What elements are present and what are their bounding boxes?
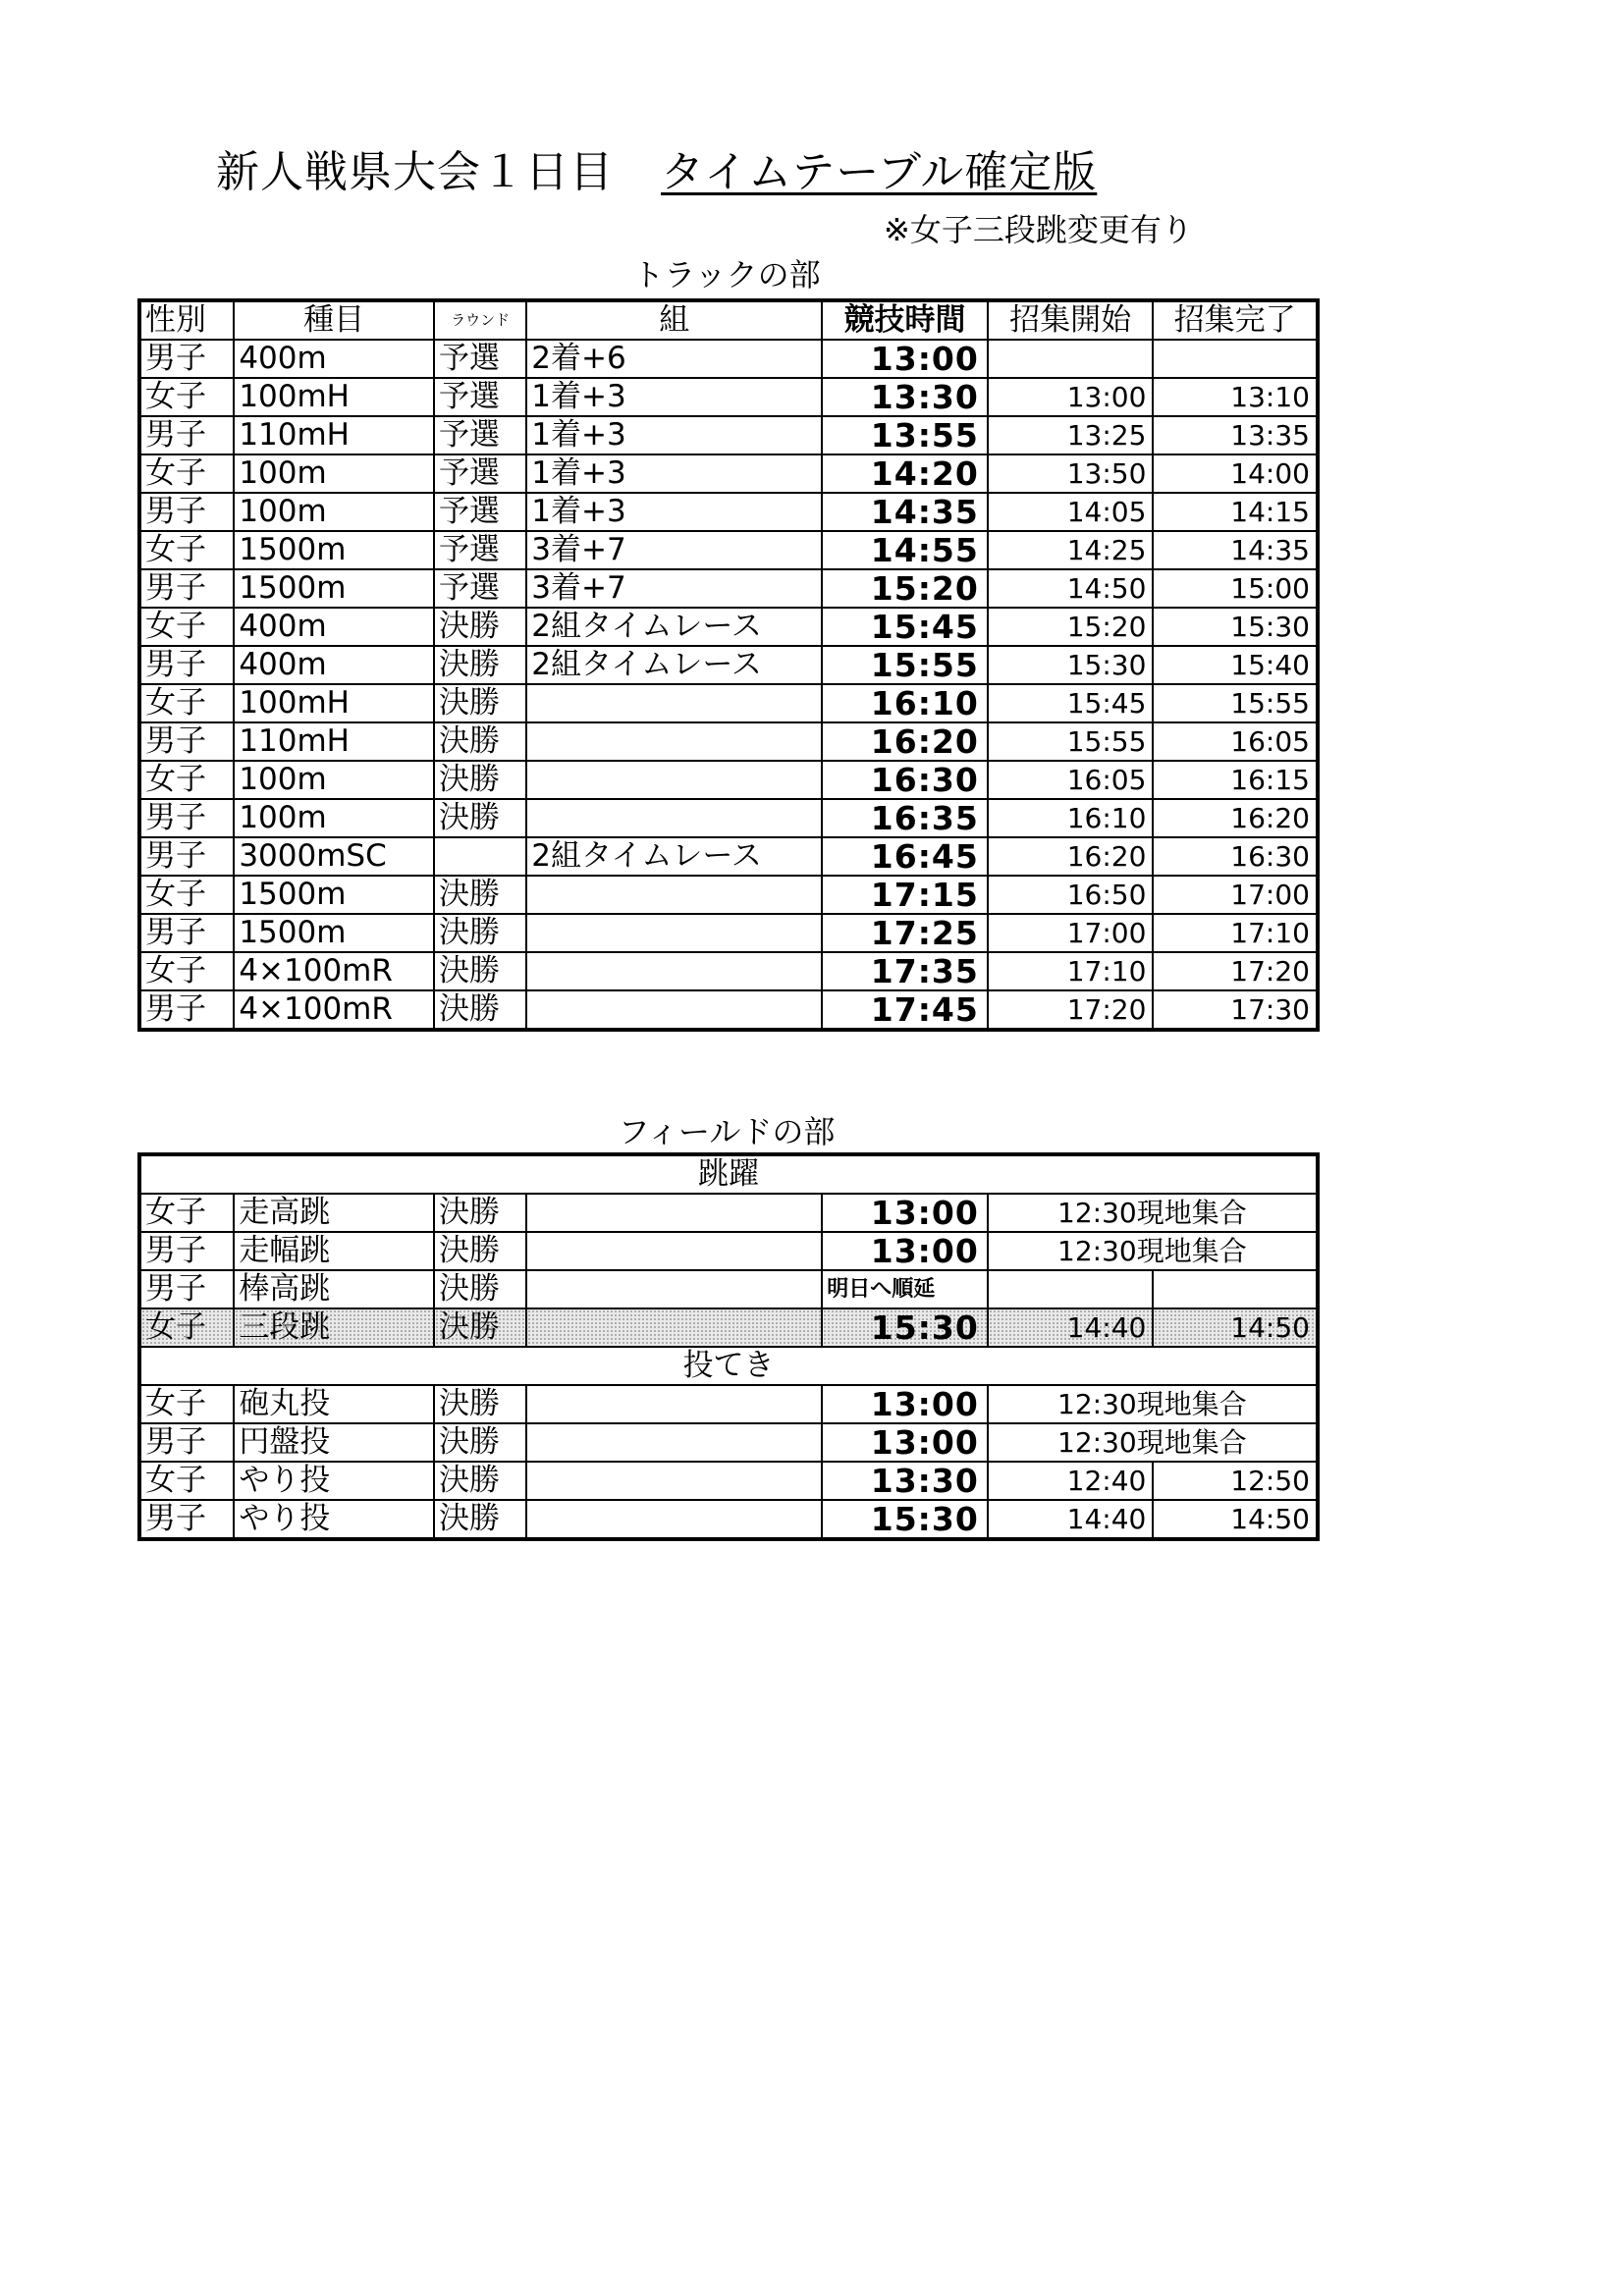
round-cell: 決勝: [434, 799, 526, 837]
gender-cell: 男子: [139, 990, 234, 1030]
round-cell: 決勝: [434, 1232, 526, 1270]
table-row: [139, 1462, 1318, 1500]
field-heading: フィールドの部: [618, 1113, 836, 1150]
throws-group: [139, 1347, 1318, 1385]
event-cell: 円盤投: [234, 1423, 434, 1462]
round-cell: 決勝: [434, 646, 526, 684]
call-end-cell: 13:10: [1153, 378, 1318, 416]
assembly-cell: 12:30現地集合: [988, 1423, 1318, 1462]
gender-cell: 女子: [139, 1308, 234, 1347]
call-start-cell: 14:50: [988, 569, 1154, 608]
call-start-cell: 16:50: [988, 876, 1154, 914]
field-table: [137, 1152, 1320, 1541]
group-cell: [526, 952, 822, 990]
header-call-start: 招集開始: [988, 300, 1154, 340]
track-body: [139, 340, 1318, 1030]
round-cell: 決勝: [434, 876, 526, 914]
group-cell: 1着+3: [526, 493, 822, 531]
header-time: 競技時間: [822, 300, 988, 340]
time-cell: 13:55: [822, 416, 988, 454]
time-cell: 14:35: [822, 493, 988, 531]
table-row: [139, 722, 1318, 761]
gender-cell: 男子: [139, 837, 234, 876]
gender-cell: 男子: [139, 340, 234, 378]
round-cell: 予選: [434, 531, 526, 569]
track-header-row: [139, 300, 1318, 340]
table-row: [139, 876, 1318, 914]
event-cell: 走高跳: [234, 1194, 434, 1232]
call-start-cell: 15:30: [988, 646, 1154, 684]
event-cell: やり投: [234, 1500, 434, 1539]
call-end-cell: 15:00: [1153, 569, 1318, 608]
call-start-cell: 16:20: [988, 837, 1154, 876]
group-cell: 2着+6: [526, 340, 822, 378]
gender-cell: 男子: [139, 493, 234, 531]
round-cell: 決勝: [434, 608, 526, 646]
table-row: [139, 454, 1318, 493]
table-row: [139, 914, 1318, 952]
header-round: ラウンド: [434, 300, 526, 340]
call-end-cell: 14:00: [1153, 454, 1318, 493]
gender-cell: 女子: [139, 876, 234, 914]
gender-cell: 男子: [139, 416, 234, 454]
call-end-cell: 17:20: [1153, 952, 1318, 990]
round-cell: 決勝: [434, 1500, 526, 1539]
table-row: [139, 531, 1318, 569]
call-start-cell: [988, 1270, 1154, 1308]
time-note-cell: 明日へ順延: [822, 1270, 988, 1308]
round-cell: 予選: [434, 378, 526, 416]
round-cell: 決勝: [434, 952, 526, 990]
table-row: [139, 1270, 1318, 1308]
round-cell: 決勝: [434, 1194, 526, 1232]
group-cell: [526, 1423, 822, 1462]
table-row: [139, 340, 1318, 378]
time-cell: 17:35: [822, 952, 988, 990]
time-cell: 14:20: [822, 454, 988, 493]
gender-cell: 女子: [139, 1385, 234, 1423]
table-row: [139, 416, 1318, 454]
time-cell: 13:00: [822, 1423, 988, 1462]
group-cell: [526, 799, 822, 837]
assembly-cell: 12:30現地集合: [988, 1194, 1318, 1232]
group-cell: [526, 990, 822, 1030]
call-end-cell: [1153, 1270, 1318, 1308]
call-end-cell: 14:50: [1153, 1500, 1318, 1539]
round-cell: 決勝: [434, 1385, 526, 1423]
call-end-cell: [1153, 340, 1318, 378]
gender-cell: 女子: [139, 1462, 234, 1500]
time-cell: 13:00: [822, 1194, 988, 1232]
round-cell: 決勝: [434, 684, 526, 722]
jumps-group-title: 跳躍: [139, 1154, 1318, 1194]
gender-cell: 女子: [139, 684, 234, 722]
call-start-cell: 17:20: [988, 990, 1154, 1030]
jumps-group: [139, 1154, 1318, 1194]
group-cell: [526, 1385, 822, 1423]
round-cell: 決勝: [434, 1308, 526, 1347]
time-cell: 17:25: [822, 914, 988, 952]
time-cell: 17:45: [822, 990, 988, 1030]
round-cell: 予選: [434, 569, 526, 608]
group-cell: [526, 1232, 822, 1270]
event-cell: 400m: [234, 340, 434, 378]
group-cell: [526, 1462, 822, 1500]
time-cell: 15:20: [822, 569, 988, 608]
group-cell: 3着+7: [526, 569, 822, 608]
group-cell: [526, 722, 822, 761]
group-cell: [526, 1270, 822, 1308]
call-start-cell: 14:40: [988, 1500, 1154, 1539]
event-cell: 砲丸投: [234, 1385, 434, 1423]
gender-cell: 女子: [139, 761, 234, 799]
table-row: [139, 837, 1318, 876]
call-start-cell: 14:40: [988, 1308, 1154, 1347]
table-row: [139, 952, 1318, 990]
table-row: [139, 646, 1318, 684]
group-cell: [526, 914, 822, 952]
table-row: [139, 684, 1318, 722]
page-title: [216, 145, 1097, 200]
group-cell: [526, 761, 822, 799]
time-cell: 13:00: [822, 1232, 988, 1270]
event-cell: 棒高跳: [234, 1270, 434, 1308]
round-cell: 決勝: [434, 761, 526, 799]
event-cell: 110mH: [234, 416, 434, 454]
group-cell: [526, 1308, 822, 1347]
assembly-cell: 12:30現地集合: [988, 1232, 1318, 1270]
call-start-cell: 17:10: [988, 952, 1154, 990]
event-cell: 400m: [234, 646, 434, 684]
gender-cell: 女子: [139, 608, 234, 646]
title-sub: タイムテーブル確定版: [661, 147, 1098, 197]
table-row: [139, 990, 1318, 1030]
time-cell: 14:55: [822, 531, 988, 569]
track-table: [137, 298, 1320, 1032]
call-start-cell: 16:05: [988, 761, 1154, 799]
call-start-cell: 14:05: [988, 493, 1154, 531]
call-end-cell: 17:10: [1153, 914, 1318, 952]
table-row: [139, 1308, 1318, 1347]
time-cell: 15:30: [822, 1308, 988, 1347]
call-end-cell: 15:30: [1153, 608, 1318, 646]
group-cell: 3着+7: [526, 531, 822, 569]
round-cell: 決勝: [434, 914, 526, 952]
event-cell: 3000mSC: [234, 837, 434, 876]
group-cell: [526, 1194, 822, 1232]
time-cell: 15:45: [822, 608, 988, 646]
event-cell: 4×100mR: [234, 990, 434, 1030]
event-cell: 1500m: [234, 914, 434, 952]
table-row: [139, 1232, 1318, 1270]
header-group: 組: [526, 300, 822, 340]
gender-cell: 男子: [139, 799, 234, 837]
table-row: [139, 493, 1318, 531]
group-cell: 2組タイムレース: [526, 608, 822, 646]
group-cell: [526, 1500, 822, 1539]
event-cell: 100m: [234, 799, 434, 837]
time-cell: 16:35: [822, 799, 988, 837]
time-cell: 13:00: [822, 1385, 988, 1423]
call-start-cell: 13:25: [988, 416, 1154, 454]
call-end-cell: 13:35: [1153, 416, 1318, 454]
call-end-cell: 17:00: [1153, 876, 1318, 914]
header-call-end: 招集完了: [1153, 300, 1318, 340]
call-end-cell: 17:30: [1153, 990, 1318, 1030]
round-cell: 決勝: [434, 990, 526, 1030]
call-end-cell: 16:30: [1153, 837, 1318, 876]
time-cell: 13:30: [822, 1462, 988, 1500]
table-row: [139, 1500, 1318, 1539]
call-end-cell: 16:20: [1153, 799, 1318, 837]
call-end-cell: 16:05: [1153, 722, 1318, 761]
round-cell: 決勝: [434, 1462, 526, 1500]
call-start-cell: 12:40: [988, 1462, 1154, 1500]
time-cell: 16:20: [822, 722, 988, 761]
table-row: [139, 799, 1318, 837]
gender-cell: 女子: [139, 1194, 234, 1232]
time-cell: 13:30: [822, 378, 988, 416]
time-cell: 15:55: [822, 646, 988, 684]
round-cell: 予選: [434, 416, 526, 454]
round-cell: 予選: [434, 340, 526, 378]
event-cell: 100mH: [234, 684, 434, 722]
group-cell: [526, 876, 822, 914]
gender-cell: 男子: [139, 1232, 234, 1270]
event-cell: 100mH: [234, 378, 434, 416]
gender-cell: 女子: [139, 952, 234, 990]
table-row: [139, 608, 1318, 646]
event-cell: 走幅跳: [234, 1232, 434, 1270]
throws-group-title: 投てき: [139, 1347, 1318, 1385]
gender-cell: 男子: [139, 569, 234, 608]
table-row: [139, 1385, 1318, 1423]
call-start-cell: 16:10: [988, 799, 1154, 837]
group-cell: 2組タイムレース: [526, 837, 822, 876]
gender-cell: 男子: [139, 1500, 234, 1539]
header-event: 種目: [234, 300, 434, 340]
call-start-cell: 15:45: [988, 684, 1154, 722]
call-end-cell: 14:35: [1153, 531, 1318, 569]
event-cell: 100m: [234, 493, 434, 531]
event-cell: 4×100mR: [234, 952, 434, 990]
event-cell: やり投: [234, 1462, 434, 1500]
table-row: [139, 1423, 1318, 1462]
event-cell: 100m: [234, 454, 434, 493]
event-cell: 1500m: [234, 531, 434, 569]
gender-cell: 女子: [139, 454, 234, 493]
gender-cell: 男子: [139, 722, 234, 761]
gender-cell: 男子: [139, 1423, 234, 1462]
time-cell: 17:15: [822, 876, 988, 914]
call-start-cell: 15:55: [988, 722, 1154, 761]
call-start-cell: 14:25: [988, 531, 1154, 569]
event-cell: 400m: [234, 608, 434, 646]
field-body: [139, 1154, 1318, 1539]
call-end-cell: 15:40: [1153, 646, 1318, 684]
call-start-cell: 17:00: [988, 914, 1154, 952]
group-cell: 1着+3: [526, 454, 822, 493]
gender-cell: 男子: [139, 1270, 234, 1308]
table-row: [139, 569, 1318, 608]
call-end-cell: 16:15: [1153, 761, 1318, 799]
time-cell: 16:45: [822, 837, 988, 876]
table-row: [139, 1194, 1318, 1232]
table-row: [139, 378, 1318, 416]
call-end-cell: 14:50: [1153, 1308, 1318, 1347]
group-cell: 2組タイムレース: [526, 646, 822, 684]
round-cell: 予選: [434, 454, 526, 493]
call-end-cell: 12:50: [1153, 1462, 1318, 1500]
call-start-cell: [988, 340, 1154, 378]
group-cell: [526, 684, 822, 722]
gender-cell: 女子: [139, 531, 234, 569]
round-cell: 決勝: [434, 1270, 526, 1308]
round-cell: 予選: [434, 493, 526, 531]
assembly-cell: 12:30現地集合: [988, 1385, 1318, 1423]
round-cell: [434, 837, 526, 876]
call-start-cell: 15:20: [988, 608, 1154, 646]
group-cell: 1着+3: [526, 378, 822, 416]
header-gender: 性別: [139, 300, 234, 340]
gender-cell: 男子: [139, 646, 234, 684]
time-cell: 16:10: [822, 684, 988, 722]
time-cell: 13:00: [822, 340, 988, 378]
track-heading: トラックの部: [632, 256, 821, 294]
time-cell: 15:30: [822, 1500, 988, 1539]
round-cell: 決勝: [434, 1423, 526, 1462]
event-cell: 1500m: [234, 569, 434, 608]
change-note: ※女子三段跳変更有り: [884, 211, 1193, 248]
event-cell: 100m: [234, 761, 434, 799]
gender-cell: 女子: [139, 378, 234, 416]
call-start-cell: 13:00: [988, 378, 1154, 416]
time-cell: 16:30: [822, 761, 988, 799]
gender-cell: 男子: [139, 914, 234, 952]
event-cell: 110mH: [234, 722, 434, 761]
call-end-cell: 14:15: [1153, 493, 1318, 531]
call-end-cell: 15:55: [1153, 684, 1318, 722]
round-cell: 決勝: [434, 722, 526, 761]
title-main: 新人戦県大会１日目: [216, 147, 614, 197]
event-cell: 三段跳: [234, 1308, 434, 1347]
call-start-cell: 13:50: [988, 454, 1154, 493]
group-cell: 1着+3: [526, 416, 822, 454]
event-cell: 1500m: [234, 876, 434, 914]
table-row: [139, 761, 1318, 799]
